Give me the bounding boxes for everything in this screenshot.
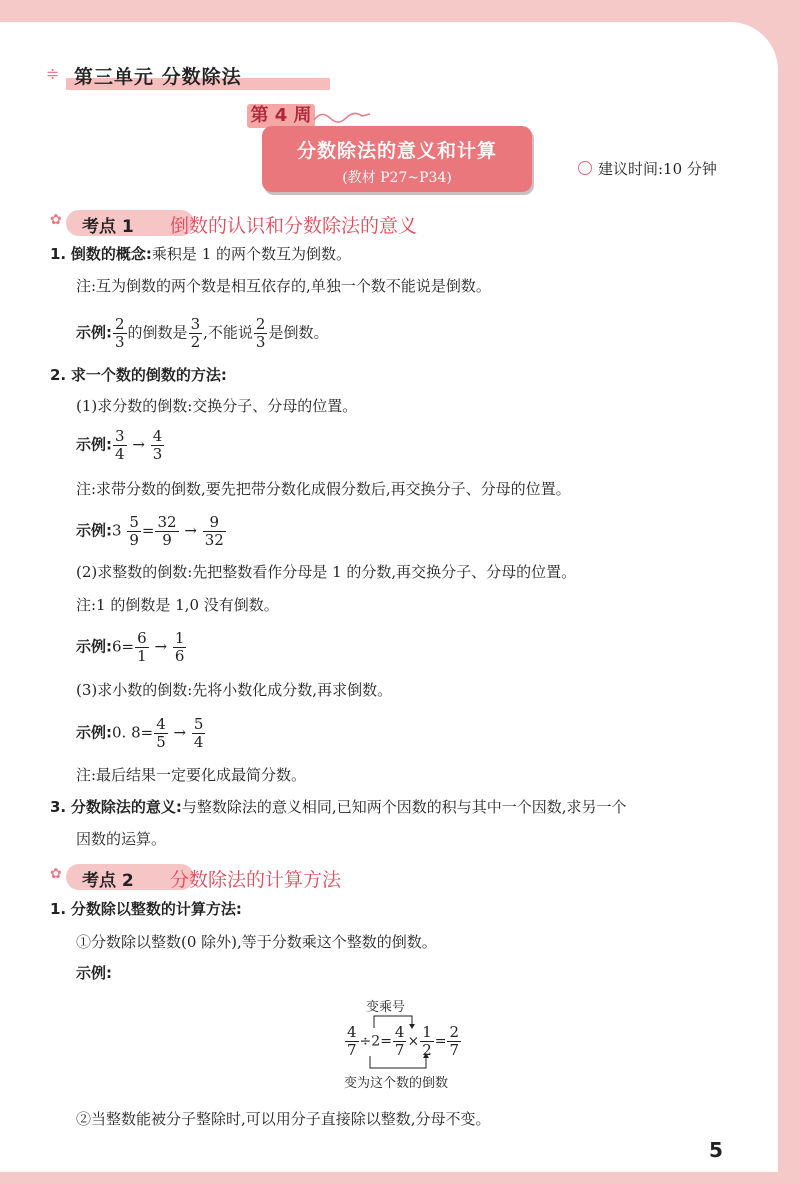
item-number: 1. (50, 245, 67, 263)
week-tag: 第 4 周 (247, 104, 315, 128)
arrow-icon: → (173, 723, 187, 742)
fraction: $\frac{32}{9}$ (157, 513, 177, 549)
item-heading: 求一个数的倒数的方法: (70, 366, 227, 384)
fraction: $\frac{1}{6}$ (174, 629, 185, 665)
meaning-line: 3. 分数除法的意义:与整数除法的意义相同,已知两个因数的积与其中一个因数,求另一个 (50, 798, 627, 816)
example-label: 示例: (76, 323, 112, 342)
page-number: 5 (709, 1138, 723, 1162)
example-label: 示例: (76, 964, 112, 982)
fraction: $\frac{2}{3}$ (255, 315, 266, 351)
fraction: $\frac{5}{9}$ (129, 513, 139, 549)
flower-icon: ✿ (50, 866, 62, 882)
suggested-time-text: 建议时间:10 分钟 (598, 160, 717, 178)
meaning-line-2: 因数的运算。 (76, 830, 167, 848)
fraction: $\frac{4}{3}$ (152, 427, 163, 463)
rule-2: ②当整数能被分子整除时,可以用分子直接除以整数,分母不变。 (76, 1110, 491, 1128)
item-heading: 倒数的概念: (70, 245, 152, 263)
method-1: (1)求分数的倒数:交换分子、分母的位置。 (76, 397, 358, 415)
fraction: $\frac{4}{7}$ (347, 1023, 357, 1059)
diagram-bottom-label: 变为这个数的倒数 (344, 1076, 449, 1091)
fraction: $\frac{4}{7}$ (394, 1023, 405, 1059)
note-line: 注:互为倒数的两个数是相互依存的,单独一个数不能说是倒数。 (76, 277, 491, 295)
unit-title-text: 第三单元 分数除法 (74, 66, 242, 88)
key-point-label: 考点 2 (82, 871, 134, 891)
unit-marker-icon: ≑ (46, 64, 60, 83)
example-line-3: 示例:3 $\frac{5}{9}$ = $\frac{32}{9}$ → $\frac{9}{32}$ (76, 513, 224, 549)
item-text: 乘积是 1 的两个数互为倒数。 (151, 245, 352, 263)
note-mixed: 注:求带分数的倒数,要先把带分数化成假分数后,再交换分子、分母的位置。 (76, 480, 571, 498)
lesson-banner (262, 126, 532, 192)
item-number: 2. (50, 366, 67, 384)
key-point-label: 考点 1 (82, 217, 134, 237)
fraction: $\frac{4}{5}$ (156, 715, 166, 751)
item-number: 3. (50, 798, 67, 816)
fraction: $\frac{5}{4}$ (193, 715, 204, 751)
fraction: $\frac{1}{2}$ (422, 1023, 432, 1059)
method-3: (3)求小数的倒数:先将小数化成分数,再求倒数。 (76, 681, 393, 699)
arrow-icon: → (154, 637, 168, 656)
item-heading: 分数除法的意义: (70, 798, 182, 816)
method-2: (2)求整数的倒数:先把整数看作分母是 1 的分数,再交换分子、分母的位置。 (76, 563, 577, 581)
fraction: $\frac{3}{4}$ (115, 427, 125, 463)
concept-line (50, 243, 351, 265)
note-int: 注:1 的倒数是 1,0 没有倒数。 (76, 596, 279, 614)
diagram-expression: $\frac{4}{7}$ ÷2= $\frac{4}{7}$ × $\frac{1}{2}$ = $\frac{2}{7}$ (347, 1023, 460, 1059)
fraction: $\frac{3}{2}$ (190, 315, 201, 351)
calc-heading-line (50, 898, 242, 920)
note-final: 注:最后结果一定要化成最简分数。 (76, 766, 307, 784)
arrow-icon: → (132, 435, 145, 454)
key-point-title: 分数除法的计算方法 (170, 869, 342, 891)
method-heading-line (50, 364, 227, 386)
example-line-4: 示例:6= $\frac{6}{1}$ → $\frac{1}{6}$ (76, 629, 185, 665)
example-line-5: 示例:0. 8= $\frac{4}{5}$ → $\frac{5}{4}$ (76, 715, 204, 751)
fraction: $\frac{2}{7}$ (449, 1023, 460, 1059)
item-number: 1. (50, 900, 67, 918)
key-point-title: 倒数的认识和分数除法的意义 (170, 215, 418, 237)
banner-subtitle: (教材 P27~P34) (342, 170, 452, 186)
diagram-top-label: 变乘号 (366, 1000, 406, 1015)
clock-icon (578, 161, 592, 175)
fraction: $\frac{2}{3}$ (115, 315, 125, 351)
fraction: $\frac{6}{1}$ (137, 629, 147, 665)
suggested-time (578, 158, 717, 179)
flower-icon: ✿ (50, 212, 62, 228)
division-diagram (330, 996, 490, 1092)
week-curl-decoration (312, 108, 372, 126)
example-line-2: 示例: $\frac{3}{4}$ → $\frac{4}{3}$ (76, 427, 163, 463)
item-heading: 分数除以整数的计算方法: (70, 900, 242, 918)
arrow-icon: → (184, 521, 197, 540)
fraction: $\frac{9}{32}$ (204, 513, 224, 549)
example-line-1: 示例: $\frac{2}{3}$ 的倒数是 $\frac{3}{2}$ ,不能说 $\frac{2}{3}$ 是倒数。 (76, 315, 329, 351)
banner-title: 分数除法的意义和计算 (296, 140, 497, 162)
rule-1: ①分数除以整数(0 除外),等于分数乘这个整数的倒数。 (76, 933, 437, 951)
